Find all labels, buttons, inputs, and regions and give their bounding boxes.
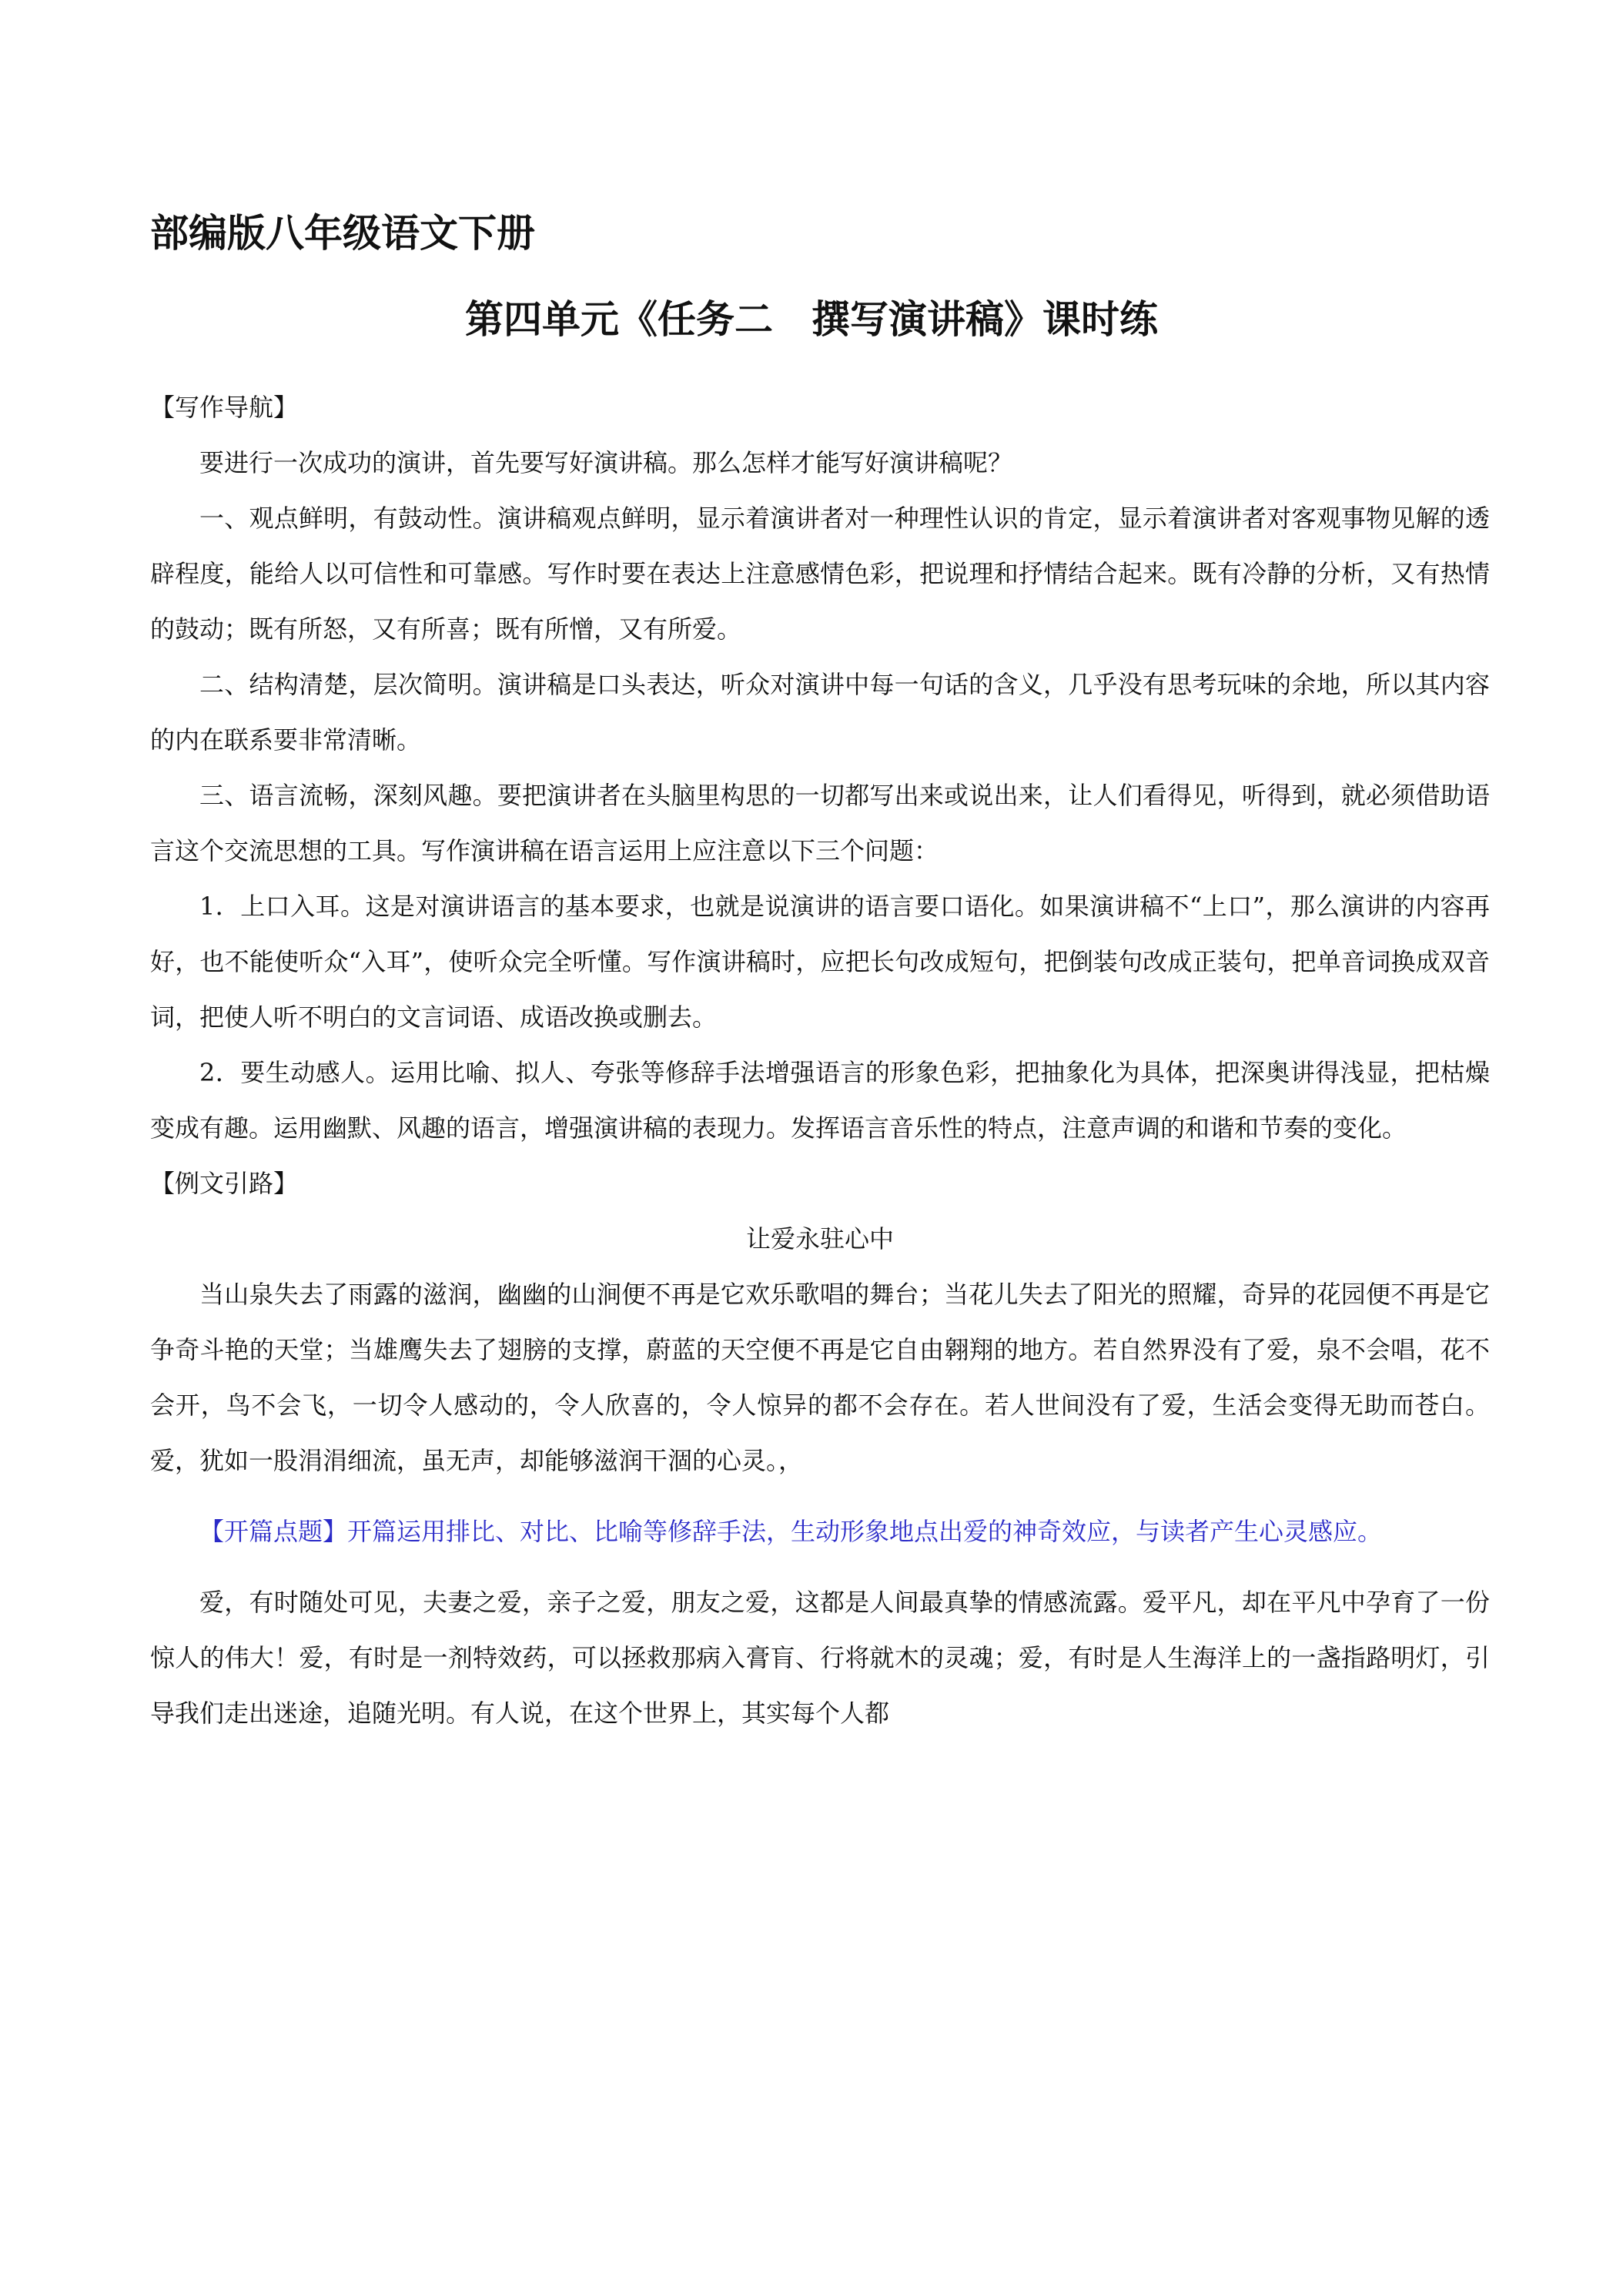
document-body: [150, 380, 1490, 1741]
document-subtitle: 第四单元《任务二 撰写演讲稿》课时练: [465, 297, 1158, 342]
guide-paragraph: 三、语言流畅，深刻风趣。要把演讲者在头脑里构思的一切都写出来或说出来，让人们看得见，听得到，就必须借助语言这个交流思想的工具。写作演讲稿在语言运用上应注意以下三个问题：: [150, 781, 1490, 865]
essay-paragraph: 爱，有时随处可见，夫妻之爱，亲子之爱，朋友之爱，这都是人间最真挚的情感流露。爱平凡，却在平凡中孕育了一份惊人的伟大！爱，有时是一剂特效药，可以拯救那病入膏肓、行将就木的灵魂；爱，有时是人生海洋上的一盏指路明灯，引导我们走出迷途，追随光明。有人说，在这个世界上，其实每个人都: [150, 1588, 1490, 1728]
guide-paragraph: 2．要生动感人。运用比喻、拟人、夸张等修辞手法增强语言的形象色彩，把抽象化为具体，把深奥讲得浅显，把枯燥变成有趣。运用幽默、风趣的语言，增强演讲稿的表现力。发挥语言音乐性的特点，注意声调的和谐和节奏的变化。: [150, 1058, 1490, 1143]
section-label-writing-guide: 【写作导航】: [150, 393, 299, 422]
guide-paragraph: 一、观点鲜明，有鼓动性。演讲稿观点鲜明，显示着演讲者对一种理性认识的肯定，显示着演讲者对客观事物见解的透辟程度，能给人以可信性和可靠感。写作时要在表达上注意感情色彩，把说理和抒情结合起来。既有冷静的分析，又有热情的鼓动；既有所怒，又有所喜；既有所憎，又有所爱。: [150, 504, 1490, 644]
document-title: 部编版八年级语文下册: [150, 211, 535, 256]
guide-paragraph: 要进行一次成功的演讲，首先要写好演讲稿。那么怎样才能写好演讲稿呢？: [199, 448, 1013, 477]
essay-title: 让爱永驻心中: [745, 1224, 894, 1253]
essay-paragraph: 当山泉失去了雨露的滋润，幽幽的山涧便不再是它欢乐歌唱的舞台；当花儿失去了阳光的照耀，奇异的花园便不再是它争奇斗艳的天堂；当雄鹰失去了翅膀的支撑，蔚蓝的天空便不再是它自由翱翔的地方。若自然界没有了爱，泉不会唱，花不会开，鸟不会飞，一切令人感动的，令人欣喜的，令人惊异的都不会存在。若人世间没有了爱，生活会变得无助而苍白。爱，犹如一股涓涓细流，虽无声，却能够滋润干涸的心灵。，: [150, 1280, 1490, 1475]
essay-comment: 【开篇点题】开篇运用排比、对比、比喻等修辞手法，生动形象地点出爱的神奇效应，与读者产生心灵感应。: [199, 1517, 1383, 1546]
guide-paragraph: 二、结构清楚，层次简明。演讲稿是口头表达，听众对演讲中每一句话的含义，几乎没有思考玩味的余地，所以其内容的内在联系要非常清晰。: [150, 670, 1490, 755]
guide-paragraph: 1．上口入耳。这是对演讲语言的基本要求，也就是说演讲的语言要口语化。如果演讲稿不“上口”，那么演讲的内容再好，也不能使听众“入耳”，使听众完全听懂。写作演讲稿时，应把长句改成短句，把倒装句改成正装句，把单音词换成双音词，把使人听不明白的文言词语、成语改换或删去。: [150, 892, 1490, 1032]
section-label-example: 【例文引路】: [150, 1169, 299, 1198]
